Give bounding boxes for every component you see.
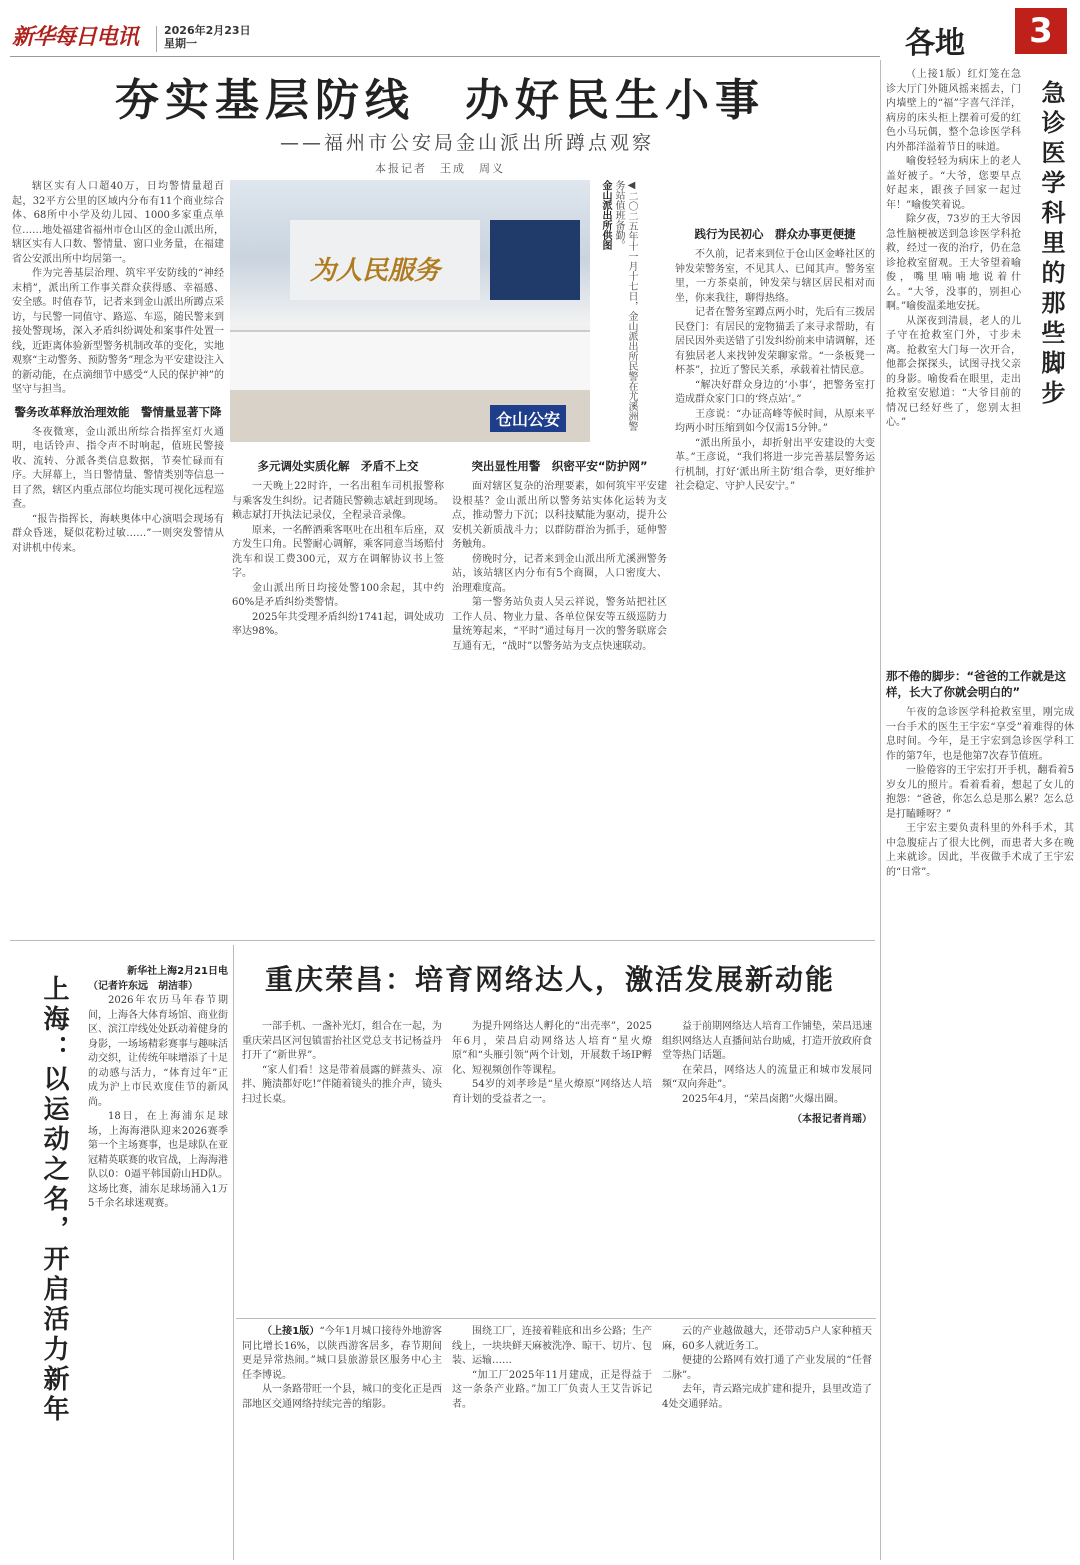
paragraph: 除夕夜，73岁的王大爷因急性脑梗被送到急诊医学科抢救，经过一夜的治疗，仍在急诊抢救室留观。王大爷望着喻俊，嘴里喃喃地说着什么。“大爷，没事的，别担心啊。”喻俊温柔地安抚。 bbox=[886, 214, 1021, 312]
paragraph: 从一条路带旺一个县，城口的变化正是西部地区交通网络持续完善的缩影。 bbox=[242, 1384, 442, 1410]
paragraph: 18日，在上海浦东足球场，上海海港队迎来2026赛季第一个主场赛事，也是球队在亚冠精英联赛的收官战，上海海港队以0：0逼平韩国蔚山HD队。这场比赛，浦东足球场涌入1万5千余名球迷观赛。 bbox=[88, 1111, 228, 1209]
chongqing-column-2 bbox=[452, 1020, 652, 1310]
paragraph: “家人们看！这是带着晨露的鲜蒸头、凉拌、腌渍都好吃!”伴随着镜头的推介声，镜头扫过长桌。 bbox=[242, 1064, 442, 1105]
issue-date bbox=[164, 24, 251, 50]
paragraph: 2025年4月，“荣昌卤鹅”火爆出圈。 bbox=[682, 1093, 845, 1105]
continued-column-2 bbox=[452, 1325, 652, 1560]
paragraph: 喻俊轻轻为病床上的老人盖好被子。“大爷，您要早点好起来，跟孩子回家一起过年！”喻俊笑着说。 bbox=[886, 156, 1021, 211]
header-rule bbox=[10, 56, 880, 57]
paragraph: 辖区实有人口超40万，日均警情量超百起，32平方公里的区域内分布有11个商业综合体、68所中小学及幼儿园、1000多家重点单位……地处福建省福州市仓山区的金山派出所，辖区实有人口数、警情量、窗口业务量，在福建省公安派出所中均居第一。 bbox=[12, 181, 224, 265]
paragraph: 在荣昌，网络达人的流量正和城市发展同频“双向奔赴”。 bbox=[662, 1064, 872, 1090]
paragraph: 围绕工厂，连接着鞋底和出乡公路；生产线上，一块块鲜天麻被洗净、晾干、切片、包装、运输…… bbox=[452, 1326, 652, 1366]
section-rule bbox=[236, 1318, 876, 1319]
paragraph: 午夜的急诊医学科抢救室里，刚完成一台手术的医生王宇宏“享受”着难得的休息时间。今年，是王宇宏到急诊医学科工作的第7年，也是他第7次春节值班。 bbox=[886, 707, 1074, 762]
subheading: 践行为民初心 群众办事更便捷 bbox=[694, 227, 856, 241]
page-number: 3 bbox=[1015, 8, 1067, 54]
paragraph: “解决好群众身边的‘小事’，把警务室打造成群众家门口的‘终点站’。” bbox=[675, 379, 875, 405]
paragraph: 一脸倦容的王宇宏打开手机，翻看着5岁女儿的照片。看着看着，想起了女儿的抱怨：“爸爸，你怎么总是那么累？怎么总是打瞌睡呀？” bbox=[886, 765, 1074, 820]
photo-caption bbox=[598, 180, 638, 440]
paragraph: 原来，一名醉酒乘客呕吐在出租车后座，双方发生口角。民警耐心调解，乘客同意当场赔付洗车和误工费300元，双方在调解协议书上签字。 bbox=[232, 524, 444, 579]
main-column-4 bbox=[675, 220, 875, 927]
continued-column-3 bbox=[662, 1325, 872, 1560]
paragraph: “今年1月城口接待外地游客同比增长16%，以陕西游客居多，春节期间更是异常热闹。”城口县旅游景区服务中心主任李博说。 bbox=[242, 1326, 442, 1381]
column-rule bbox=[233, 945, 234, 1560]
paragraph: 为提升网络达人孵化的“出壳率”，2025年6月，荣昌启动网络达人培育“星火燎原”和“头雁引领”两个计划，开展数千场IP孵化、短视频创作等课程。 bbox=[452, 1021, 652, 1076]
paragraph: 面对辖区复杂的治理要素，如何筑牢平安建设根基？金山派出所以警务站实体化运转为支点，推动警力下沉；以科技赋能为驱动，提升公安机关新质战斗力；以群防群治为抓手，延伸警务触角。 bbox=[452, 481, 667, 550]
main-column-3 bbox=[452, 452, 667, 927]
paragraph: 冬夜微寒，金山派出所综合指挥室灯火通明，电话铃声、指令声不时响起，值班民警接收、流转、分派各类信息数据，节奏忙碌而有序。大屏幕上，当日警情量、警情类别等信息一目了然，辖区内重点部位均能实现可视化远程巡查。 bbox=[12, 426, 224, 510]
main-headline: 夯实基层防线 办好民生小事 bbox=[115, 75, 765, 126]
paragraph: （上接1版）红灯笼在急诊大厅门外随风摇来摇去，门内墙壁上的“福”字喜气洋洋，病房的床头柜上摆着可爱的红色小马玩偶，整个急诊医学科内外都洋溢着节日的味道。 bbox=[886, 69, 1021, 153]
paragraph: 2026年农历马年春节期间，上海各大体育场馆、商业街区、滨江岸线处处跃动着健身的身影，一场场精彩赛事与趣味活动交织，让传统年味增添了十足的动感与活力，“体育过年”正成为沪上市民欢度佳节的新风尚。 bbox=[88, 995, 228, 1108]
paragraph: 傍晚时分，记者来到金山派出所尤溪洲警务站，该站辖区内分布有5个商圈，人口密度大、治理难度高。 bbox=[452, 553, 667, 594]
paragraph: “报告指挥长，海峡奥体中心演唱会现场有群众昏迷，疑似花粉过敏……”一则突发警情从对讲机中传来。 bbox=[12, 513, 224, 554]
paragraph: 去年，青云路完成扩建和提升，县里改造了4处交通驿站。 bbox=[662, 1384, 872, 1410]
shanghai-headline: 上海：以运动之名，开启活力新年 bbox=[39, 975, 69, 1425]
paragraph: 王彦说：“办证高峰等候时间，从原来平均两小时压缩到如今仅需15分钟。” bbox=[675, 408, 875, 434]
paragraph: 记者在警务室蹲点两小时，先后有三拨居民登门：有居民的宠物猫丢了来寻求帮助，有居民因外卖送错了引发纠纷前来申请调解，还有独居老人来找钟发荣聊家常。“一条板凳一杯茶”，拉近了警民关系，承载着社情民意。 bbox=[675, 307, 875, 376]
paragraph: 一部手机、一盏补光灯，组合在一起，为重庆荣昌区河包镇雷抬社区党总支书记杨益丹打开了“新世界”。 bbox=[242, 1021, 442, 1061]
section-rule bbox=[10, 940, 875, 941]
chongqing-column-1 bbox=[242, 1020, 442, 1310]
paragraph: 54岁的刘孝珍是“星火燎原”网络达人培育计划的受益者之一。 bbox=[452, 1079, 652, 1105]
paragraph: 第一警务站负责人吴云祥说，警务站把社区工作人员、物业力量、各单位保安等五级巡防力量统筹起来，“平时”通过每月一次的警务联席会互通有无，“战时”以警务站为支点快速联动。 bbox=[452, 597, 667, 652]
column-rule bbox=[880, 60, 881, 1560]
paragraph: 作为完善基层治理、筑牢平安防线的“神经末梢”，派出所工作事关群众获得感、幸福感、安全感。时值春节，记者来到金山派出所蹲点采访，与民警一同值守、路巡、车巡，随民警来到接处警现场，深入矛盾纠纷调处和案事件处置一线，近距离体验新型警务机制改革的变化，实地观察“主动警务、预防警务”理念为平安建设注入的新动能，在点滴细节中感受“人民的保护神”的坚守与担当。 bbox=[12, 268, 224, 395]
chongqing-column-3 bbox=[662, 1020, 872, 1310]
main-column-2 bbox=[232, 452, 444, 927]
right-column-bottom bbox=[886, 662, 1074, 1562]
right-column-top bbox=[886, 68, 1021, 658]
chongqing-headline: 重庆荣昌：培育网络达人，激活发展新动能 bbox=[264, 963, 835, 996]
paragraph: 云的产业越做越大，还带动5户人家种植天麻，60多人就近务工。 bbox=[662, 1326, 872, 1352]
paragraph: 益于前期网络达人培育工作铺垫，荣昌迅速组织网络达人直播间站台助威，打造开放政府食堂等热门话题。 bbox=[662, 1021, 872, 1061]
section-title: 各地 bbox=[905, 26, 965, 61]
continued-column-1 bbox=[242, 1325, 442, 1560]
weekday-text: 星期一 bbox=[164, 37, 197, 50]
continued-label: （上接1版） bbox=[262, 1326, 320, 1337]
dateline: 新华社上海2月21日电 bbox=[127, 966, 228, 977]
paragraph: 便捷的公路网有效打通了产业发展的“任督二脉”。 bbox=[662, 1355, 872, 1381]
subheading: 那不倦的脚步：“爸爸的工作就是这样，长大了你就会明白的” bbox=[886, 669, 1067, 699]
paragraph: 一天晚上22时许，一名出租车司机报警称与乘客发生纠纷。记者随民警赖志斌赶到现场。赖志斌打开执法记录仪，全程录音录像。 bbox=[232, 481, 444, 521]
paragraph: 金山派出所日均接处警100余起，其中约60%是矛盾纠纷类警情。 bbox=[232, 582, 444, 608]
subheading: 警务改革释放治理效能 警情量显著下降 bbox=[14, 404, 222, 419]
subheading: 多元调处实质化解 矛盾不上交 bbox=[257, 459, 419, 473]
paragraph: 从深夜到清晨，老人的儿子守在抢救室门外，寸步未离。抢救室大门每一次开合，他都会探探头，试图寻找父亲的身影。喻俊看在眼里，走出抢救室安慰道：“大爷目前的情况已经好些了，您别太担心。” bbox=[886, 315, 1021, 428]
main-byline: 本报记者 王成 周义 bbox=[375, 162, 505, 175]
masthead-logo: 新华每日电讯 bbox=[12, 24, 139, 50]
credit: （本报记者肖瑶） bbox=[792, 1114, 872, 1125]
paragraph: 2025年共受理矛盾纠纷1741起，调处成功率达98%。 bbox=[232, 611, 444, 637]
shanghai-column bbox=[88, 965, 228, 1560]
news-photo bbox=[230, 180, 590, 442]
reporters: （记者许东远 胡洁菲） bbox=[88, 980, 198, 992]
paragraph: 不久前，记者来到位于仓山区金峰社区的钟发荣警务室，不见其人、已闻其声。警务室里，一方茶桌前，钟发荣与辖区居民相对而坐，你来我往，聊得热络。 bbox=[675, 249, 875, 304]
masthead-divider bbox=[156, 26, 157, 52]
caption-text: ◀二〇二五年十一月十七日，金山派出所民警在尤溪洲警务站值班备勤。 bbox=[613, 180, 637, 431]
caption-credit: 金山派出所供图 bbox=[600, 180, 611, 250]
date-text: 2026年2月23日 bbox=[164, 24, 251, 37]
paragraph: 王宇宏主要负责科里的外科手术，其中急腹症占了很大比例，而患者大多在晚上来就诊。因此，半夜做手术成了王宇宏的“日常”。 bbox=[886, 823, 1074, 878]
main-subtitle: ——福州市公安局金山派出所蹲点观察 bbox=[280, 132, 655, 154]
photo-sign: 为人民服务 bbox=[310, 256, 441, 286]
photo-station-sign: 仓山公安 bbox=[490, 405, 566, 432]
paragraph: “加工厂2025年11月建成，正是得益于这一条条产业路。”加工厂负责人王艾告诉记者。 bbox=[452, 1369, 652, 1410]
right-headline: 急诊医学科里的那些脚步 bbox=[1037, 80, 1066, 410]
main-column-1 bbox=[12, 180, 224, 925]
subheading: 突出显性用警 织密平安“防护网” bbox=[471, 459, 648, 473]
paragraph: “派出所虽小，却折射出平安建设的大变革。”王彦说，“我们将进一步完善基层警务运行机制，打好‘派出所主防’组合拳，更好维护社会稳定、守护人民安宁。” bbox=[675, 437, 875, 492]
